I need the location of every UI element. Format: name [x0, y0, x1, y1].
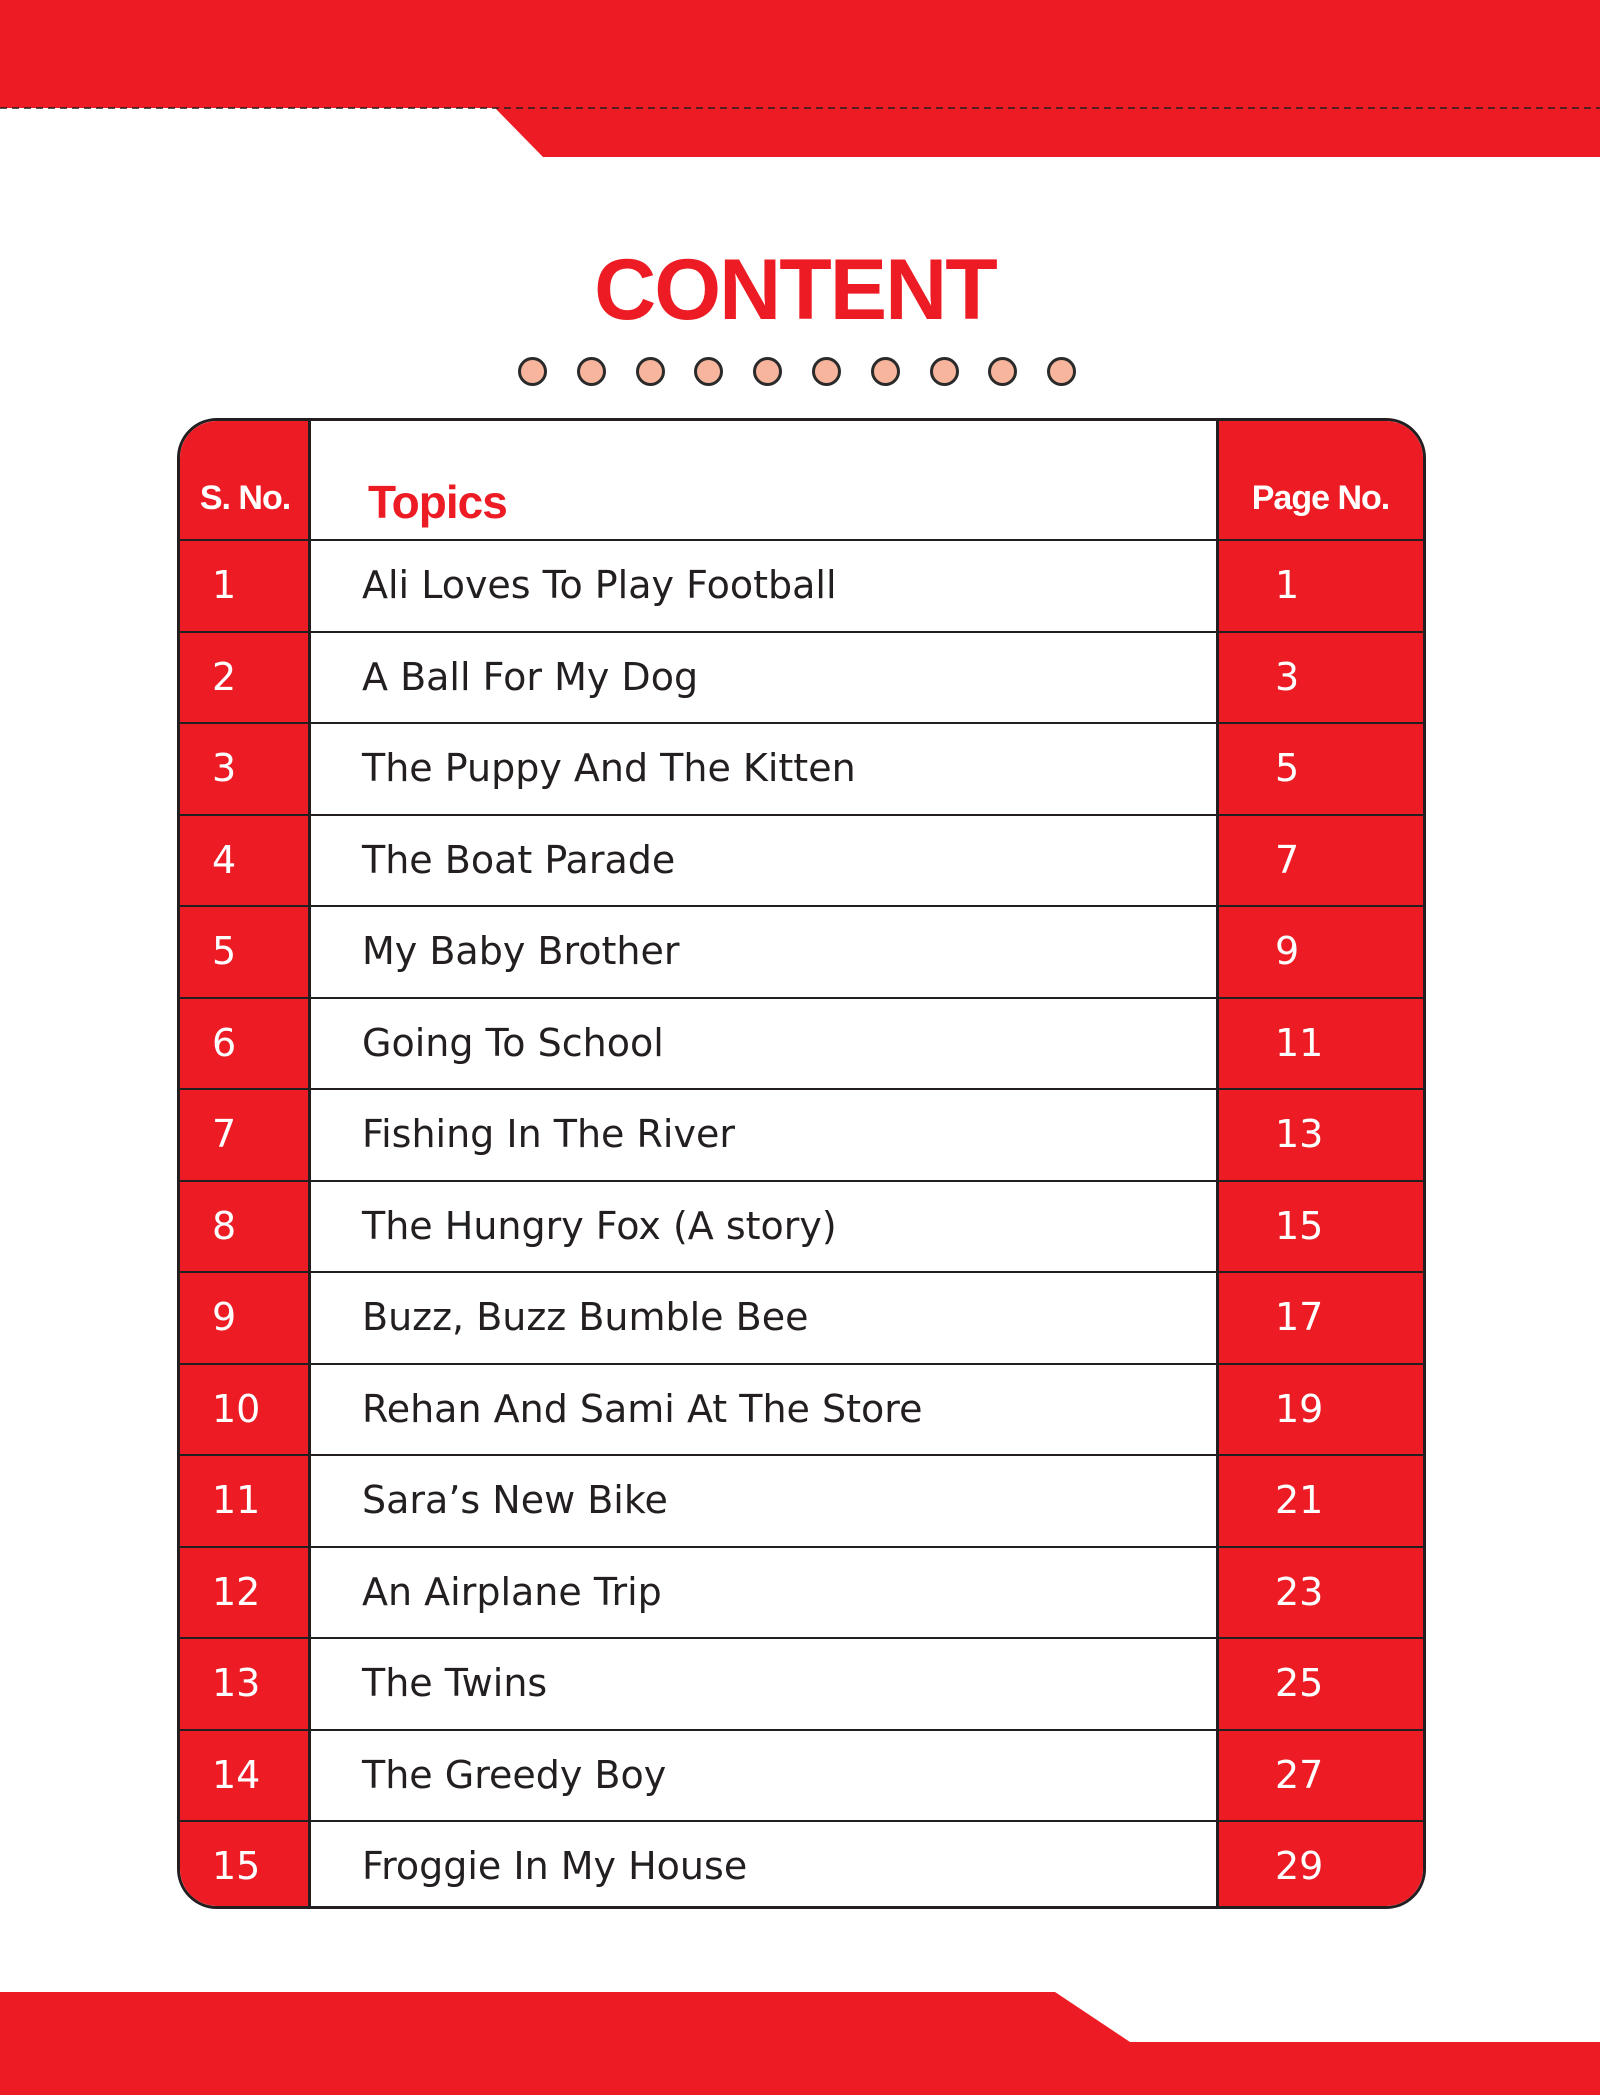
page-number: 15	[1275, 1203, 1324, 1248]
decorative-dot	[753, 357, 782, 386]
table-row	[180, 541, 1423, 633]
page-number: 29	[1275, 1844, 1324, 1888]
serial-number: 3	[212, 746, 237, 790]
topic-title: The Hungry Fox (A story)	[362, 1203, 837, 1248]
topic-title: Froggie In My House	[362, 1844, 748, 1888]
page-number: 17	[1275, 1295, 1324, 1339]
topic-title: A Ball For My Dog	[362, 654, 699, 699]
serial-number: 10	[212, 1386, 261, 1431]
topic-title: The Boat Parade	[362, 837, 676, 882]
header-topics: Topics	[368, 476, 507, 528]
serial-number: 9	[212, 1295, 237, 1339]
table-row	[180, 633, 1423, 725]
decorative-dot	[871, 357, 900, 386]
serial-number: 11	[212, 1478, 261, 1522]
table-row	[180, 1822, 1423, 1909]
topic-title: Sara’s New Bike	[362, 1478, 668, 1522]
page-title: CONTENT	[594, 242, 996, 338]
table-row	[180, 1273, 1423, 1365]
page-number: 19	[1275, 1386, 1324, 1431]
table-header	[180, 421, 1423, 541]
page-number: 1	[1275, 563, 1300, 607]
table-row	[180, 1090, 1423, 1182]
topic-title: The Puppy And The Kitten	[362, 746, 856, 790]
decorative-dots	[518, 357, 1084, 387]
topic-title: The Twins	[362, 1661, 548, 1705]
topic-title: Fishing In The River	[362, 1112, 735, 1156]
table-row	[180, 724, 1423, 816]
decorative-dot	[812, 357, 841, 386]
page-number: 13	[1275, 1112, 1324, 1156]
serial-number: 8	[212, 1203, 237, 1248]
page-number: 7	[1275, 837, 1300, 882]
serial-number: 1	[212, 563, 237, 607]
decorative-dot	[577, 357, 606, 386]
serial-number: 15	[212, 1844, 261, 1888]
top-decorative-band	[0, 0, 1600, 160]
table-row	[180, 1731, 1423, 1823]
serial-number: 2	[212, 654, 237, 699]
serial-number: 12	[212, 1569, 261, 1614]
table-row	[180, 1548, 1423, 1640]
serial-number: 7	[212, 1112, 237, 1156]
page-number: 23	[1275, 1569, 1324, 1614]
header-page-number: Page No.	[1251, 479, 1390, 517]
topic-title: My Baby Brother	[362, 929, 680, 973]
page-number: 11	[1275, 1020, 1324, 1065]
serial-number: 13	[212, 1661, 261, 1705]
table-row	[180, 1182, 1423, 1274]
table-row	[180, 1365, 1423, 1457]
serial-number: 4	[212, 837, 237, 882]
decorative-dot	[988, 357, 1017, 386]
page-number: 3	[1275, 654, 1300, 699]
serial-number: 14	[212, 1752, 261, 1797]
table-row	[180, 999, 1423, 1091]
page-number: 5	[1275, 746, 1300, 790]
topic-title: Going To School	[362, 1020, 664, 1065]
topic-title: Ali Loves To Play Football	[362, 563, 837, 607]
contents-table	[177, 418, 1426, 1909]
page-number: 21	[1275, 1478, 1324, 1522]
table-row	[180, 1639, 1423, 1731]
table-row	[180, 907, 1423, 999]
table-row	[180, 1456, 1423, 1548]
serial-number: 6	[212, 1020, 237, 1065]
topic-title: An Airplane Trip	[362, 1569, 662, 1614]
page-number: 27	[1275, 1752, 1324, 1797]
header-serial-number: S. No.	[199, 479, 291, 517]
table-body	[180, 541, 1423, 1909]
table-row	[180, 816, 1423, 908]
topic-title: Buzz, Buzz Bumble Bee	[362, 1295, 809, 1339]
decorative-dot	[694, 357, 723, 386]
decorative-dot	[518, 357, 547, 386]
serial-number: 5	[212, 929, 237, 973]
page-number: 9	[1275, 929, 1300, 973]
page-number: 25	[1275, 1661, 1324, 1705]
decorative-dot	[930, 357, 959, 386]
topic-title: The Greedy Boy	[362, 1752, 667, 1797]
decorative-dot	[1047, 357, 1076, 386]
decorative-dot	[636, 357, 665, 386]
topic-title: Rehan And Sami At The Store	[362, 1386, 923, 1431]
bottom-decorative-band	[0, 1990, 1600, 2095]
